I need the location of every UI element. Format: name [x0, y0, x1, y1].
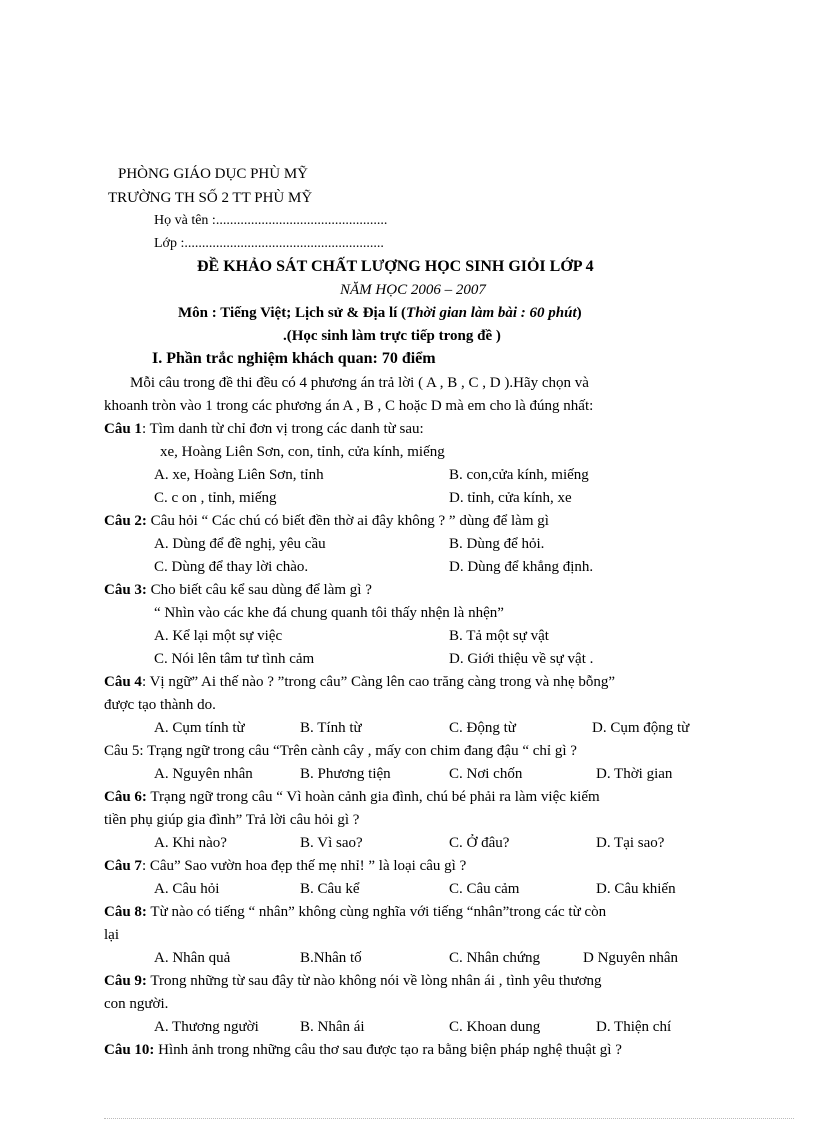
question-label: Câu 4: [104, 674, 142, 690]
q5-option-a[interactable]: A. Nguyên nhân: [154, 766, 253, 782]
q7-option-d[interactable]: D. Câu khiến: [596, 881, 676, 897]
q3-option-a[interactable]: A. Kể lại một sự việc: [154, 628, 283, 644]
q8-option-a[interactable]: A. Nhân quả: [154, 950, 231, 966]
q2-option-b[interactable]: B. Dùng để hỏi.: [449, 536, 545, 552]
q6-option-d[interactable]: D. Tại sao?: [596, 835, 665, 851]
q3-option-c[interactable]: C. Nói lên tâm tư tình cảm: [154, 651, 315, 667]
q5-option-d[interactable]: D. Thời gian: [596, 766, 673, 782]
school-year: NĂM HỌC 2006 – 2007: [340, 282, 486, 298]
section-intro-2: khoanh tròn vào 1 trong các phương án A , B , C hoặc D mà em cho là đúng nhất:: [104, 398, 594, 414]
question-6-cont: tiền phụ giúp gia đình” Trả lời câu hỏi gì ?: [104, 812, 360, 828]
question-8: [104, 902, 606, 922]
subject-close: ): [576, 305, 582, 321]
question-label: Câu 2:: [104, 513, 147, 529]
time-limit: Thời gian làm bài : 60 phút: [406, 305, 577, 321]
question-label: Câu 7: [104, 858, 142, 874]
q2-option-d[interactable]: D. Dùng để khẳng định.: [449, 559, 594, 575]
q4-option-c[interactable]: C. Động từ: [449, 720, 516, 736]
q5-option-b[interactable]: B. Phương tiện: [300, 766, 391, 782]
q5-option-c[interactable]: C. Nơi chốn: [449, 766, 523, 782]
subject-label: Môn : Tiếng Việt; Lịch sử & Địa lí (: [178, 305, 407, 321]
q7-option-b[interactable]: B. Câu kể: [300, 881, 360, 897]
school-name: TRƯỜNG TH SỐ 2 TT PHÙ MỸ: [108, 190, 313, 206]
section-intro-1: Mỗi câu trong đề thi đều có 4 phương án trả lời ( A , B , C , D ).Hãy chọn và: [130, 375, 589, 391]
question-2: [104, 511, 549, 531]
page-bottom-divider: [104, 1118, 794, 1119]
question-label: Câu 8:: [104, 904, 147, 920]
question-4: [104, 672, 615, 692]
q1-option-d[interactable]: D. tỉnh, cửa kính, xe: [449, 490, 572, 506]
q8-option-c[interactable]: C. Nhân chứng: [449, 950, 541, 966]
question-label: Câu 5: [104, 743, 140, 759]
q1-option-b[interactable]: B. con,cửa kính, miếng: [449, 467, 589, 483]
exam-note: .(Học sinh làm trực tiếp trong đề ): [283, 328, 501, 344]
student-name-field: Họ và tên :.................................................: [154, 213, 388, 228]
class-field: Lớp :.........................................................: [154, 236, 384, 251]
q8-option-b[interactable]: B.Nhân tố: [300, 950, 362, 966]
section-heading: I. Phần trắc nghiệm khách quan: 70 điểm: [152, 350, 436, 367]
question-label: Câu 6:: [104, 789, 147, 805]
question-text: : Vị ngữ” Ai thế nào ? ”trong câu” Càng lên cao trăng càng trong và nhẹ bỗng”: [141, 674, 616, 690]
question-6: [104, 787, 600, 807]
question-9-cont: con người.: [104, 996, 169, 1012]
subject-line: [178, 303, 582, 323]
question-8-cont: lại: [104, 927, 119, 943]
question-label: Câu 10:: [104, 1042, 155, 1058]
q8-option-d[interactable]: D Nguyên nhân: [583, 950, 678, 966]
question-label: Câu 9:: [104, 973, 147, 989]
question-1: [104, 419, 424, 439]
question-4-cont: được tạo thành do.: [104, 697, 216, 713]
q9-option-a[interactable]: A. Thương người: [154, 1019, 259, 1035]
department-name: PHÒNG GIÁO DỤC PHÙ MỸ: [118, 166, 309, 182]
q4-option-a[interactable]: A. Cụm tính từ: [154, 720, 245, 736]
question-7: [104, 856, 466, 876]
q6-option-a[interactable]: A. Khi nào?: [154, 835, 227, 851]
q7-option-c[interactable]: C. Câu cảm: [449, 881, 520, 897]
q6-option-b[interactable]: B. Vì sao?: [300, 835, 363, 851]
q6-option-c[interactable]: C. Ở đâu?: [449, 835, 510, 851]
question-text: Trạng ngữ trong câu “ Vì hoàn cảnh gia đình, chú bé phải ra làm việc kiếm: [146, 789, 600, 805]
q4-option-d[interactable]: D. Cụm động từ: [592, 720, 690, 736]
q3-option-d[interactable]: D. Giới thiệu về sự vật .: [449, 651, 594, 667]
question-5: [104, 741, 577, 761]
question-10: [104, 1040, 622, 1060]
question-text: : Tìm danh từ chỉ đơn vị trong các danh từ sau:: [141, 421, 424, 437]
q3-option-b[interactable]: B. Tả một sự vật: [449, 628, 549, 644]
question-3-quote: “ Nhìn vào các khe đá chung quanh tôi thấy nhện là nhện”: [154, 605, 504, 621]
question-text: Câu hỏi “ Các chú có biết đền thờ ai đây không ? ” dùng để làm gì: [146, 513, 549, 529]
question-3: [104, 580, 372, 600]
question-9: [104, 971, 602, 991]
question-text: Hình ảnh trong những câu thơ sau được tạo ra bằng biện pháp nghệ thuật gì ?: [154, 1042, 622, 1058]
q1-option-a[interactable]: A. xe, Hoàng Liên Sơn, tỉnh: [154, 467, 324, 483]
question-text: Trong những từ sau đây từ nào không nói về lòng nhân ái , tình yêu thương: [146, 973, 602, 989]
question-text: Từ nào có tiếng “ nhân” không cùng nghĩa với tiếng “nhân”trong các từ còn: [146, 904, 607, 920]
question-1-words: xe, Hoàng Liên Sơn, con, tỉnh, cửa kính, miếng: [160, 444, 445, 460]
question-text: : Trạng ngữ trong câu “Trên cành cây , mấy con chim đang đậu “ chỉ gì ?: [139, 743, 577, 759]
question-label: Câu 1: [104, 421, 142, 437]
question-text: Cho biết câu kể sau dùng để làm gì ?: [146, 582, 372, 598]
q4-option-b[interactable]: B. Tính từ: [300, 720, 362, 736]
q9-option-b[interactable]: B. Nhân ái: [300, 1019, 365, 1035]
q2-option-c[interactable]: C. Dùng để thay lời chào.: [154, 559, 309, 575]
question-text: : Câu” Sao vườn hoa đẹp thế mẹ nhỉ! ” là loại câu gì ?: [141, 858, 467, 874]
q1-option-c[interactable]: C. c on , tỉnh, miếng: [154, 490, 277, 506]
exam-title: ĐỀ KHẢO SÁT CHẤT LƯỢNG HỌC SINH GIỎI LỚP 4: [197, 258, 594, 275]
q2-option-a[interactable]: A. Dùng để đề nghị, yêu cầu: [154, 536, 326, 552]
q9-option-c[interactable]: C. Khoan dung: [449, 1019, 541, 1035]
question-label: Câu 3:: [104, 582, 147, 598]
q7-option-a[interactable]: A. Câu hỏi: [154, 881, 220, 897]
q9-option-d[interactable]: D. Thiện chí: [596, 1019, 672, 1035]
